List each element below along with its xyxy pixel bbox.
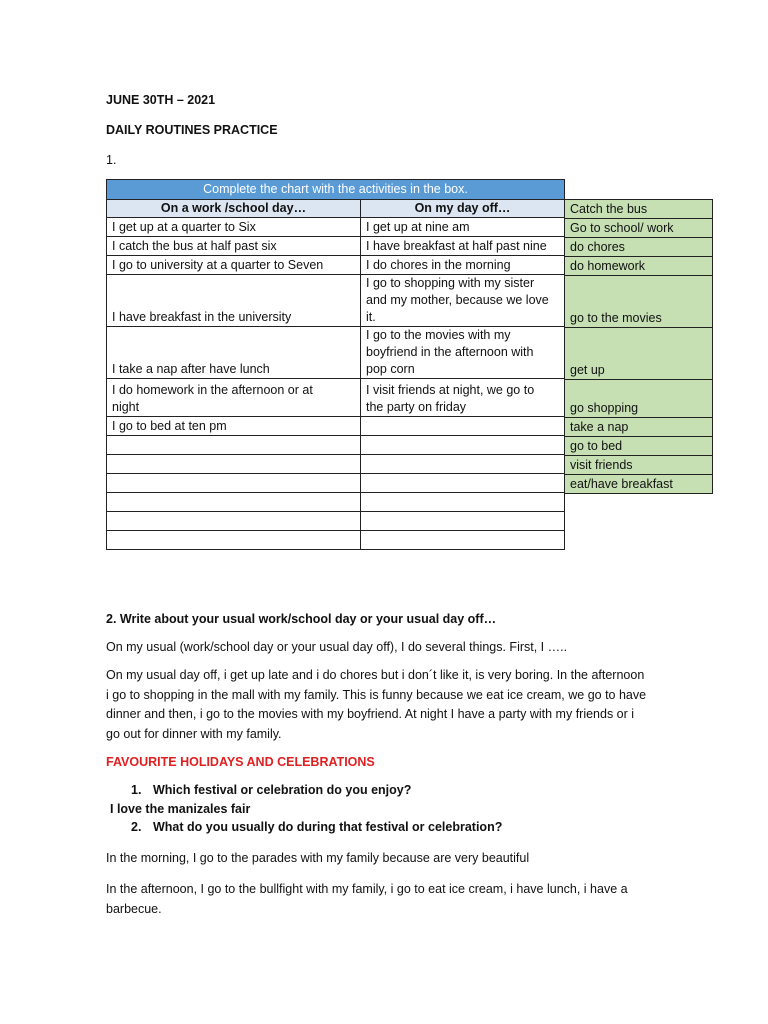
activity-box: [564, 199, 713, 494]
cell-line: it.: [366, 310, 376, 324]
answer-1: I love the manizales fair: [110, 802, 251, 816]
day-off-cell: [361, 327, 565, 379]
cell-line: pop corn: [366, 362, 415, 376]
chart-row: [107, 379, 565, 417]
chart-row: [107, 531, 565, 550]
activity-item: Catch the bus: [565, 200, 713, 219]
work-day-cell: [107, 256, 361, 275]
activity-box-row: [565, 238, 713, 257]
day-off-cell: [361, 436, 565, 455]
column-header-day-off: On my day off…: [361, 200, 565, 218]
activity-box-row: [565, 328, 713, 380]
activity-item: get up: [565, 328, 713, 380]
chart-row: [107, 493, 565, 512]
activity-box-body: [565, 200, 713, 494]
exercise-number: 1.: [106, 153, 117, 167]
cell-line: and my mother, because we love: [366, 293, 549, 307]
cell-line: I have breakfast at half past nine: [366, 239, 547, 253]
answer-line: go out for dinner with my family.: [106, 726, 282, 741]
work-day-cell: [107, 275, 361, 327]
day-off-cell: [361, 218, 565, 237]
day-off-cell: [361, 237, 565, 256]
day-off-cell: [361, 256, 565, 275]
day-off-cell: [361, 531, 565, 550]
cell-line: I catch the bus at half past six: [112, 239, 277, 253]
question-1-text: Which festival or celebration do you enjoy?: [153, 783, 412, 797]
activity-box-row: [565, 456, 713, 475]
chart-row: [107, 474, 565, 493]
cell-line: boyfriend in the afternoon with: [366, 345, 534, 359]
chart-row: [107, 417, 565, 436]
cell-line: I do chores in the morning: [366, 258, 511, 272]
activity-item: visit friends: [565, 456, 713, 475]
question-2-number: 2.: [131, 820, 142, 834]
work-day-cell: [107, 218, 361, 237]
column-header-work-day: On a work /school day…: [107, 200, 361, 218]
activity-box-row: [565, 276, 713, 328]
chart-row: [107, 256, 565, 275]
chart-row: [107, 455, 565, 474]
activity-box-row: [565, 475, 713, 494]
chart-row: [107, 327, 565, 379]
chart-row: [107, 436, 565, 455]
answer-3: [106, 880, 686, 919]
section2-answer: [106, 666, 686, 744]
cell-line: I do homework in the afternoon or at: [112, 383, 313, 397]
cell-line: I have breakfast in the university: [112, 310, 292, 324]
chart-row: [107, 237, 565, 256]
day-off-cell: [361, 474, 565, 493]
answer-2: In the morning, I go to the parades with my family because are very beautiful: [106, 851, 530, 865]
day-off-cell: [361, 275, 565, 327]
activity-box-row: [565, 200, 713, 219]
chart-caption: Complete the chart with the activities in the box.: [107, 180, 565, 200]
cell-line: I go to bed at ten pm: [112, 419, 227, 433]
section2-heading: 2. Write about your usual work/school day or your usual day off…: [106, 612, 497, 626]
answer-line: barbecue.: [106, 901, 162, 916]
activity-item: Go to school/ work: [565, 219, 713, 238]
activity-item: do homework: [565, 257, 713, 276]
answer-line: On my usual day off, i get up late and i do chores but i don´t like it, is very boring. In the afternoon: [106, 668, 645, 682]
cell-line: I go to shopping with my sister: [366, 276, 535, 290]
question-1-number: 1.: [131, 783, 142, 797]
work-day-cell: [107, 455, 361, 474]
activity-box-row: [565, 437, 713, 456]
section2-prompt: On my usual (work/school day or your usual day off), I do several things. First, I …..: [106, 640, 568, 654]
answer-line: i go to shopping in the mall with my family. This is funny because we eat ice cream, we go to have: [106, 687, 647, 702]
chart-row: [107, 218, 565, 237]
day-off-cell: [361, 512, 565, 531]
chart-row: [107, 512, 565, 531]
work-day-cell: [107, 493, 361, 512]
answer-line: dinner and then, i go to the movies with my boyfriend. At night I have a party with my friends or i: [106, 707, 635, 721]
activity-item: do chores: [565, 238, 713, 257]
activity-box-row: [565, 257, 713, 276]
activity-item: eat/have breakfast: [565, 475, 713, 494]
question-2: [131, 820, 502, 834]
activity-item: take a nap: [565, 418, 713, 437]
day-off-cell: [361, 493, 565, 512]
cell-line: I go to university at a quarter to Seven: [112, 258, 324, 272]
activity-item: go shopping: [565, 380, 713, 418]
chart-body: [107, 218, 565, 550]
work-day-cell: [107, 237, 361, 256]
section3-heading: FAVOURITE HOLIDAYS AND CELEBRATIONS: [106, 755, 375, 769]
question-1: [131, 783, 411, 797]
activity-item: go to bed: [565, 437, 713, 456]
work-day-cell: [107, 474, 361, 493]
cell-line: I get up at a quarter to Six: [112, 220, 256, 234]
work-day-cell: [107, 531, 361, 550]
activity-box-row: [565, 380, 713, 418]
cell-line: the party on friday: [366, 400, 467, 414]
activity-item: go to the movies: [565, 276, 713, 328]
work-day-cell: [107, 512, 361, 531]
work-day-cell: [107, 417, 361, 436]
document-title: DAILY ROUTINES PRACTICE: [106, 123, 278, 137]
activity-box-row: [565, 219, 713, 238]
cell-line: night: [112, 400, 140, 414]
cell-line: I go to the movies with my: [366, 328, 511, 342]
document-date: JUNE 30TH – 2021: [106, 93, 216, 107]
question-2-text: What do you usually do during that festival or celebration?: [153, 820, 503, 834]
activity-box-row: [565, 418, 713, 437]
work-day-cell: [107, 327, 361, 379]
cell-line: I get up at nine am: [366, 220, 470, 234]
answer-line: In the afternoon, I go to the bullfight with my family, i go to eat ice cream, i have lunch, i have a: [106, 882, 628, 896]
chart-row: [107, 275, 565, 327]
day-off-cell: [361, 417, 565, 436]
day-off-cell: [361, 379, 565, 417]
cell-line: I visit friends at night, we go to: [366, 383, 535, 397]
work-day-cell: [107, 379, 361, 417]
activities-chart: [106, 179, 565, 550]
day-off-cell: [361, 455, 565, 474]
cell-line: I take a nap after have lunch: [112, 362, 270, 376]
work-day-cell: [107, 436, 361, 455]
